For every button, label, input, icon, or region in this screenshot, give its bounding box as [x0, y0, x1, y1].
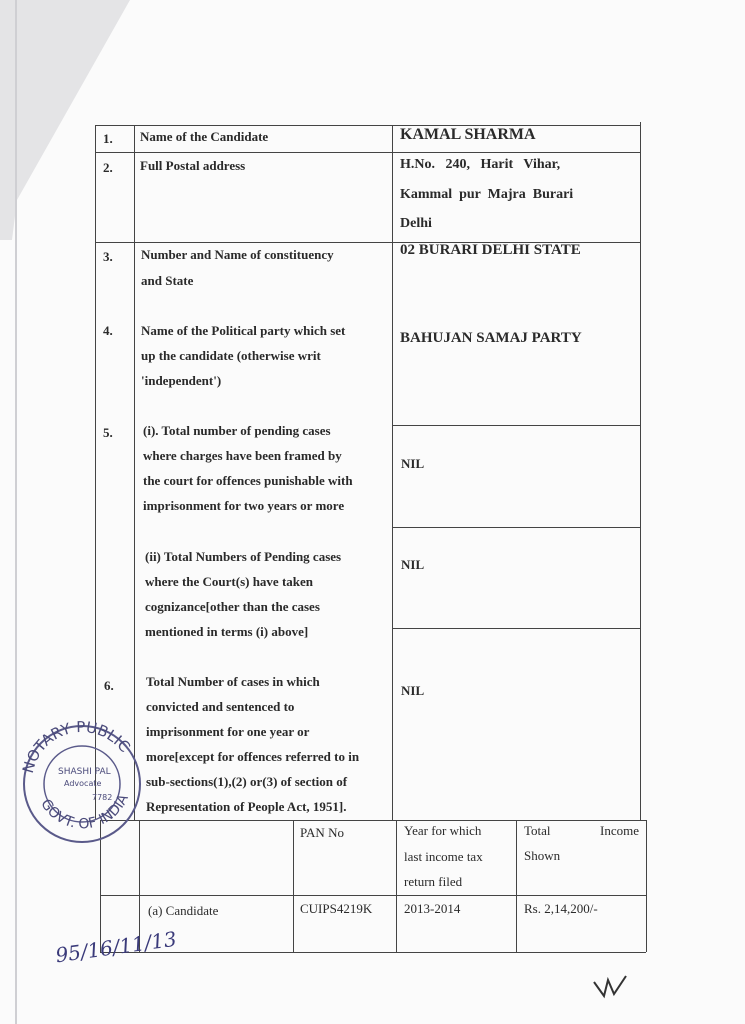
- income-col: [516, 820, 517, 952]
- row-number: 6.: [104, 678, 114, 693]
- field-label: imprisonment for one year or: [146, 724, 310, 739]
- field-label: (ii) Total Numbers of Pending cases: [145, 549, 342, 564]
- address-line: Delhi: [400, 216, 432, 231]
- initials-scribble: [592, 972, 628, 1002]
- year-header: last income tax: [404, 849, 483, 864]
- field-label: mentioned in terms (i) above]: [145, 624, 309, 639]
- pan-value: CUIPS4219K: [300, 901, 373, 916]
- stamp-name: SHASHI PAL: [58, 767, 111, 777]
- field-label: and State: [141, 273, 194, 288]
- field-label: where the Court(s) have taken: [145, 574, 314, 589]
- candidate-name: KAMAL SHARMA: [400, 126, 536, 143]
- handwritten-note: 95/16/11/13: [53, 926, 179, 968]
- table-right-border: [640, 122, 641, 820]
- field-label: cognizance[other than the cases: [145, 599, 320, 614]
- page-edge: [15, 0, 17, 1024]
- pending-cases-value: NIL: [401, 456, 425, 471]
- candidate-label: (a) Candidate: [148, 903, 219, 918]
- income-table-bottom: [100, 952, 646, 953]
- income-header: Total Income: [524, 823, 639, 838]
- income-col: [646, 820, 647, 952]
- field-label: imprisonment for two years or more: [143, 498, 345, 513]
- field-label: Name of the Political party which set: [141, 323, 346, 338]
- pending-cases-value: NIL: [401, 557, 425, 572]
- field-label: Representation of People Act, 1951].: [146, 799, 347, 814]
- stamp-number: 7782: [92, 793, 113, 802]
- address-line: H.No. 240, Harit Vihar,: [400, 157, 561, 172]
- constituency-value: 02 BURARI DELHI STATE: [400, 242, 581, 258]
- pan-header: PAN No: [300, 825, 344, 840]
- convicted-cases-value: NIL: [401, 683, 425, 698]
- address-line: Kammal pur Majra Burari: [400, 187, 574, 202]
- row-number: 5.: [103, 425, 113, 440]
- field-label: 'independent'): [141, 373, 222, 388]
- value-divider: [393, 527, 640, 528]
- field-label: Name of the Candidate: [140, 129, 269, 144]
- field-label: Total Number of cases in which: [146, 674, 320, 689]
- field-label: more[except for offences referred to in: [146, 749, 360, 764]
- row-number: 1.: [103, 131, 113, 146]
- label-col-border: [392, 125, 393, 820]
- income-col: [396, 820, 397, 952]
- field-label: the court for offences punishable with: [143, 473, 353, 488]
- field-label: Full Postal address: [140, 158, 246, 173]
- income-header: Shown: [524, 848, 561, 863]
- field-label: convicted and sentenced to: [146, 699, 295, 714]
- row-number: 2.: [103, 160, 113, 175]
- value-divider: [393, 628, 640, 629]
- field-label: Number and Name of constituency: [141, 247, 334, 262]
- notary-stamp: [14, 710, 144, 855]
- row-number: 4.: [103, 323, 113, 338]
- stamp-bottom-text: GOVT. OF INDIA: [37, 791, 132, 833]
- field-label: up the candidate (otherwise writ: [141, 348, 321, 363]
- field-label: where charges have been framed by: [143, 448, 342, 463]
- year-value: 2013-2014: [404, 901, 461, 916]
- row-number: 3.: [103, 249, 113, 264]
- field-label: sub-sections(1),(2) or(3) of section of: [146, 774, 348, 789]
- field-label: (i). Total number of pending cases: [143, 423, 331, 438]
- year-header: Year for which: [404, 823, 482, 838]
- income-value: Rs. 2,14,200/-: [524, 901, 598, 916]
- value-divider: [393, 425, 640, 426]
- year-header: return filed: [404, 874, 463, 889]
- stamp-top-text: NOTARY PUBLIC: [18, 717, 134, 776]
- party-value: BAHUJAN SAMAJ PARTY: [400, 330, 582, 346]
- stamp-title: Advocate: [64, 779, 102, 788]
- income-col: [293, 820, 294, 952]
